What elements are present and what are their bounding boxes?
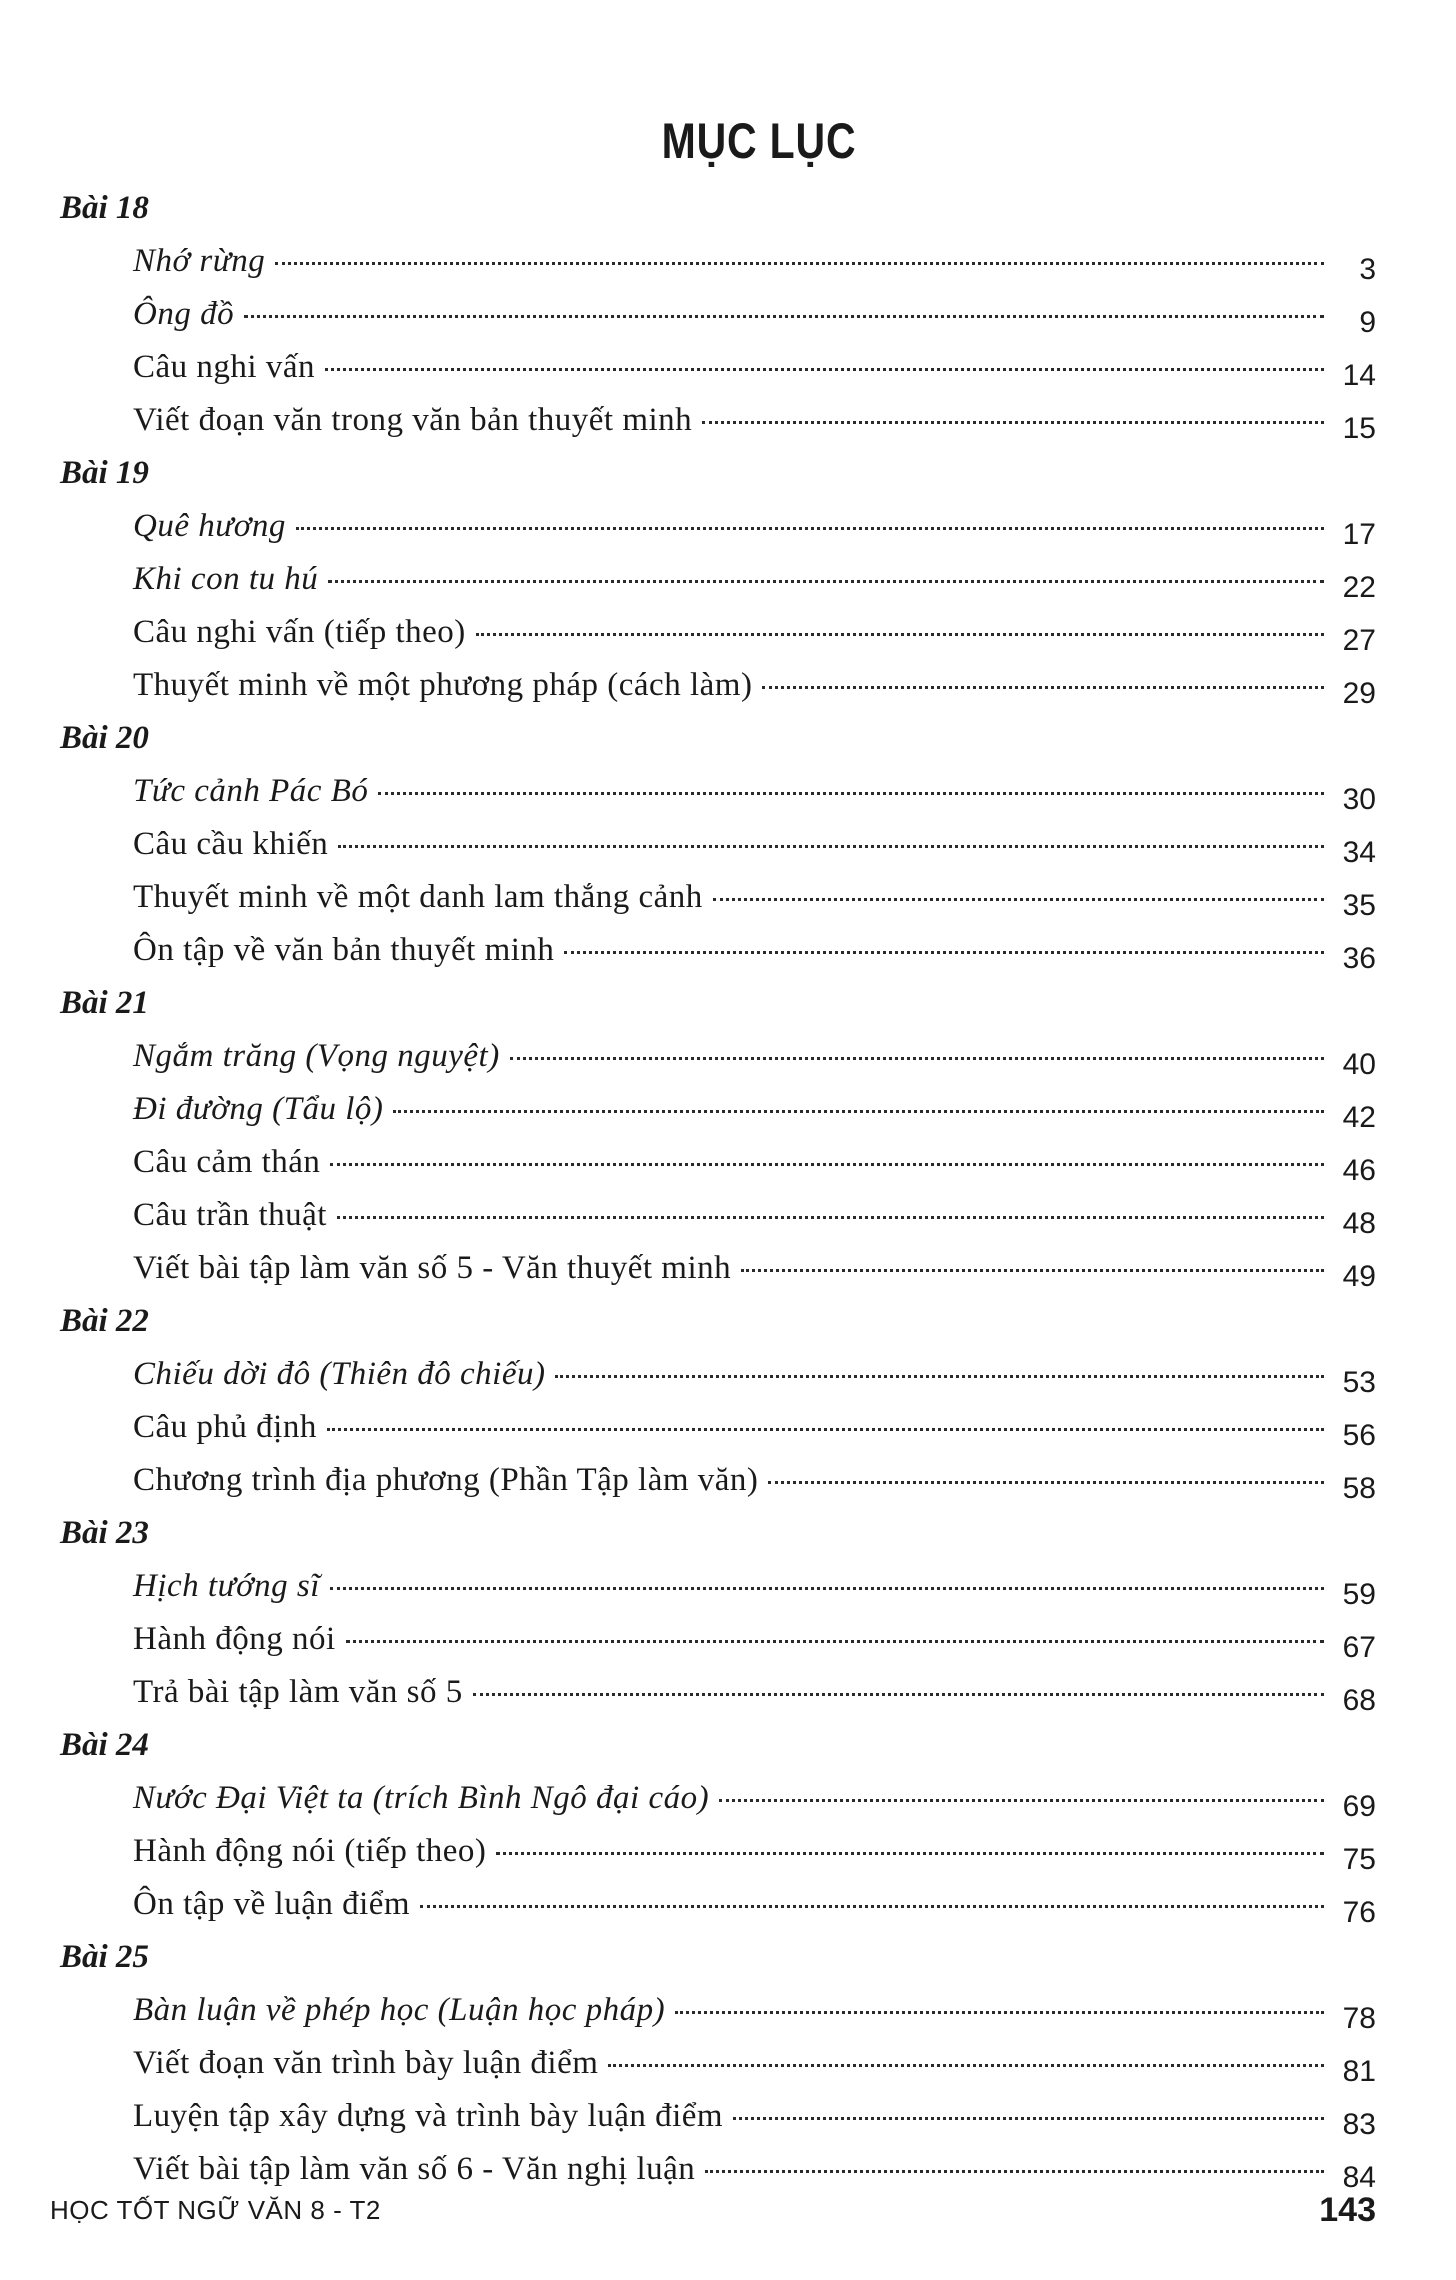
entry-page-number: 46 [1342, 1154, 1376, 1187]
toc-entry [60, 1348, 1376, 1401]
entry-title: Hịch tướng sĩ [133, 1568, 320, 1604]
entry-title: Viết đoạn văn trong văn bản thuyết minh [133, 402, 693, 438]
toc-entry [60, 871, 1376, 924]
entry-page-number: 58 [1342, 1472, 1376, 1505]
section-heading: Bài 19 [60, 455, 149, 491]
dot-leader [244, 315, 1324, 318]
toc-entry [60, 818, 1376, 871]
toc-entry [60, 341, 1376, 394]
entry-title: Câu cầu khiến [133, 826, 329, 862]
toc-entry [60, 1242, 1376, 1295]
toc-entry [60, 500, 1376, 553]
dot-leader [564, 951, 1324, 954]
entry-page-number: 56 [1342, 1419, 1376, 1452]
entry-page-number: 14 [1342, 359, 1376, 392]
section-heading: Bài 18 [60, 190, 149, 226]
toc-entry [60, 1666, 1376, 1719]
dot-leader [330, 1163, 1324, 1166]
dot-leader [713, 898, 1324, 901]
dot-leader [325, 368, 1324, 371]
dot-leader [741, 1269, 1324, 1272]
page-footer [50, 2185, 1376, 2235]
dot-leader [275, 262, 1324, 265]
dot-leader [496, 1852, 1324, 1855]
entry-page-number: 68 [1342, 1684, 1376, 1717]
entry-page-number: 27 [1342, 624, 1376, 657]
toc-entry [60, 1401, 1376, 1454]
entry-page-number: 49 [1342, 1260, 1376, 1293]
page-title: MỤC LỤC [661, 113, 857, 169]
dot-leader [510, 1057, 1324, 1060]
entry-page-number: 78 [1342, 2002, 1376, 2035]
toc-entry [60, 659, 1376, 712]
entry-title: Câu phủ định [133, 1409, 317, 1445]
entry-page-number: 53 [1342, 1366, 1376, 1399]
entry-title: Thuyết minh về một danh lam thắng cảnh [133, 879, 703, 915]
entry-page-number: 3 [1359, 253, 1376, 286]
toc-entry [60, 2090, 1376, 2143]
entry-title: Ôn tập về văn bản thuyết minh [133, 932, 555, 968]
entry-title: Ôn tập về luận điểm [133, 1886, 411, 1922]
toc-entry [60, 1454, 1376, 1507]
toc-entry [60, 1772, 1376, 1825]
entry-title: Khi con tu hú [133, 561, 319, 597]
entry-title: Câu cảm thán [133, 1144, 321, 1180]
entry-title: Ngắm trăng (Vọng nguyệt) [133, 1038, 500, 1074]
entry-title: Thuyết minh về một phương pháp (cách làm) [133, 667, 753, 703]
dot-leader [702, 421, 1324, 424]
dot-leader [330, 1587, 1324, 1590]
entry-page-number: 17 [1342, 518, 1376, 551]
toc-entry [60, 924, 1376, 977]
dot-leader [393, 1110, 1324, 1113]
entry-page-number: 9 [1359, 306, 1376, 339]
dot-leader [762, 686, 1324, 689]
entry-title: Chiếu dời đô (Thiên đô chiếu) [133, 1356, 546, 1392]
entry-page-number: 83 [1342, 2108, 1376, 2141]
entry-page-number: 59 [1342, 1578, 1376, 1611]
entry-page-number: 29 [1342, 677, 1376, 710]
dot-leader [420, 1905, 1324, 1908]
entry-title: Viết bài tập làm văn số 5 - Văn thuyết minh [133, 1250, 732, 1286]
dot-leader [719, 1799, 1324, 1802]
entry-title: Hành động nói (tiếp theo) [133, 1833, 487, 1869]
toc-entry [60, 394, 1376, 447]
toc-entry [60, 606, 1376, 659]
toc-entry [60, 1083, 1376, 1136]
entry-page-number: 76 [1342, 1896, 1376, 1929]
dot-leader [337, 1216, 1324, 1219]
entry-page-number: 15 [1342, 412, 1376, 445]
entry-page-number: 84 [1342, 2161, 1376, 2194]
dot-leader [296, 527, 1324, 530]
toc-entry [60, 765, 1376, 818]
dot-leader [328, 580, 1324, 583]
section-heading: Bài 21 [60, 985, 149, 1021]
entry-title: Đi đường (Tẩu lộ) [133, 1091, 384, 1127]
entry-page-number: 30 [1342, 783, 1376, 816]
section-heading: Bài 20 [60, 720, 149, 756]
toc-entry [60, 235, 1376, 288]
book-title: HỌC TỐT NGỮ VĂN 8 - T2 [50, 2194, 381, 2225]
dot-leader [705, 2170, 1324, 2173]
entry-title: Ông đồ [133, 296, 235, 332]
toc-entry [60, 1825, 1376, 1878]
dot-leader [327, 1428, 1324, 1431]
dot-leader [338, 845, 1324, 848]
dot-leader [555, 1375, 1324, 1378]
entry-page-number: 67 [1342, 1631, 1376, 1664]
toc-entry [60, 1984, 1376, 2037]
entry-page-number: 34 [1342, 836, 1376, 869]
entry-title: Luyện tập xây dựng và trình bày luận điểm [133, 2098, 724, 2134]
toc-entry [60, 1136, 1376, 1189]
entry-title: Trả bài tập làm văn số 5 [133, 1674, 463, 1710]
toc-entry [60, 1030, 1376, 1083]
entry-page-number: 36 [1342, 942, 1376, 975]
entry-title: Chương trình địa phương (Phần Tập làm văn) [133, 1462, 759, 1498]
dot-leader [346, 1640, 1324, 1643]
dot-leader [733, 2117, 1324, 2120]
entry-page-number: 75 [1342, 1843, 1376, 1876]
toc-entry [60, 1560, 1376, 1613]
entry-page-number: 48 [1342, 1207, 1376, 1240]
toc-entry [60, 553, 1376, 606]
entry-title: Tức cảnh Pác Bó [133, 773, 369, 809]
section-heading: Bài 24 [60, 1727, 149, 1763]
entry-title: Câu nghi vấn (tiếp theo) [133, 614, 466, 650]
dot-leader [476, 633, 1324, 636]
dot-leader [768, 1481, 1324, 1484]
page-number: 143 [1319, 2190, 1376, 2229]
dot-leader [608, 2064, 1324, 2067]
entry-title: Viết đoạn văn trình bày luận điểm [133, 2045, 599, 2081]
entry-page-number: 42 [1342, 1101, 1376, 1134]
toc-entry [60, 1189, 1376, 1242]
section-heading: Bài 25 [60, 1939, 149, 1975]
entry-page-number: 22 [1342, 571, 1376, 604]
toc-entry [60, 1613, 1376, 1666]
entry-title: Hành động nói [133, 1621, 336, 1657]
toc-entry [60, 1878, 1376, 1931]
entry-page-number: 81 [1342, 2055, 1376, 2088]
entry-title: Nhớ rừng [133, 243, 266, 279]
entry-page-number: 40 [1342, 1048, 1376, 1081]
dot-leader [675, 2011, 1324, 2014]
entry-page-number: 35 [1342, 889, 1376, 922]
section-heading: Bài 23 [60, 1515, 149, 1551]
dot-leader [473, 1693, 1324, 1696]
section-heading: Bài 22 [60, 1303, 149, 1339]
entry-title: Quê hương [133, 508, 286, 544]
entry-title: Bàn luận về phép học (Luận học pháp) [133, 1992, 666, 2028]
table-of-contents [60, 182, 1376, 2196]
entry-title: Nước Đại Việt ta (trích Bình Ngô đại cáo) [133, 1780, 710, 1816]
toc-entry [60, 2037, 1376, 2090]
entry-title: Viết bài tập làm văn số 6 - Văn nghị luận [133, 2151, 696, 2187]
entry-page-number: 69 [1342, 1790, 1376, 1823]
toc-entry [60, 288, 1376, 341]
dot-leader [378, 792, 1324, 795]
entry-title: Câu nghi vấn [133, 349, 315, 385]
entry-title: Câu trần thuật [133, 1197, 327, 1233]
